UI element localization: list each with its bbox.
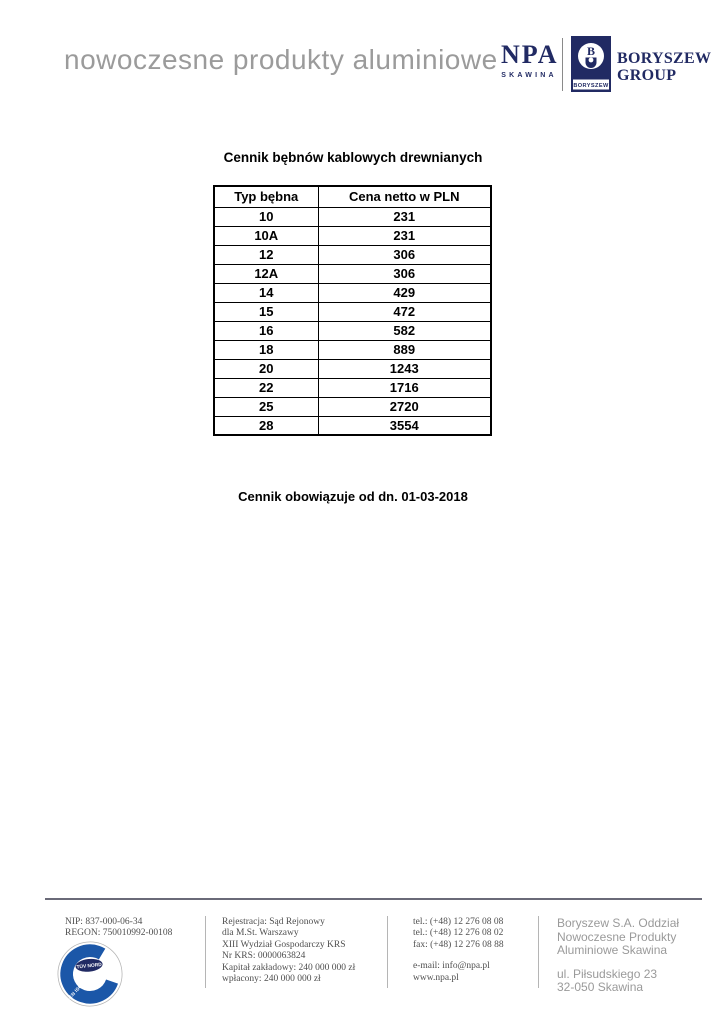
footer-line: Aluminiowe Skawina	[557, 943, 668, 958]
table-row	[214, 264, 491, 283]
table-cell: 306	[318, 245, 491, 264]
table-cell: 2720	[318, 397, 491, 416]
table-cell: 582	[318, 321, 491, 340]
company-tagline: nowoczesne produkty aluminiowe	[64, 44, 498, 75]
table-row	[214, 340, 491, 359]
table-cell: 25	[214, 397, 318, 416]
footer-line: tel.: (+48) 12 276 08 02	[413, 928, 504, 939]
footer-divider-2	[387, 916, 388, 988]
footer-line: REGON: 750010992-00108	[65, 928, 173, 939]
footer-divider-3	[538, 916, 539, 988]
footer-line: Nowoczesne Produkty	[557, 929, 677, 944]
footer-line: e-mail: info@npa.pl	[413, 961, 490, 972]
npa-logo	[501, 40, 557, 79]
footer-line: tel.: (+48) 12 276 08 08	[413, 917, 504, 927]
table-row	[214, 245, 491, 264]
tuv-badge-cert: PN-EN ISO 9001	[62, 974, 93, 1007]
boryszew-label: BORYSZEW	[573, 82, 609, 89]
table-cell: 10A	[214, 226, 318, 245]
table-cell: 12A	[214, 264, 318, 283]
table-row	[214, 416, 491, 435]
table-cell: 16	[214, 321, 318, 340]
table-cell: 22	[214, 378, 318, 397]
table-row	[214, 226, 491, 245]
footer-line: Rejestracja: Sąd Rejonowy	[222, 917, 325, 927]
group-label-line1: BORYSZEW	[617, 50, 712, 67]
footer-line: Boryszew S.A. Oddział	[557, 916, 680, 930]
table-cell: 231	[318, 226, 491, 245]
footer-line: NIP: 837-000-06-34	[65, 917, 143, 927]
group-label-line2: GROUP	[617, 67, 677, 84]
column-header-type: Typ bębna	[214, 186, 318, 207]
footer-line	[413, 951, 533, 961]
footer-line: ul. Piłsudskiego 23	[557, 966, 658, 981]
table-cell: 18	[214, 340, 318, 359]
logo-divider	[562, 38, 563, 91]
npa-logo-name: NPA	[501, 40, 559, 69]
table-row	[214, 359, 491, 378]
footer-line: 32-050 Skawina	[557, 980, 644, 995]
boryszew-letter: B	[586, 44, 596, 58]
npa-logo-subtitle: SKAWINA	[501, 72, 557, 79]
footer-line: www.npa.pl	[413, 972, 459, 983]
footer-col-address	[557, 917, 707, 995]
table-row	[214, 378, 491, 397]
table-cell: 889	[318, 340, 491, 359]
column-header-price: Cena netto w PLN	[318, 186, 491, 207]
footer-line: Kapitał zakładowy: 240 000 000 zł	[222, 962, 356, 973]
tuv-nord-iso-badge-icon	[53, 937, 128, 1012]
footer-line: dla M.St. Warszawy	[222, 928, 299, 939]
footer-line: XIII Wydział Gospodarczy KRS	[222, 939, 346, 950]
footer-separator	[45, 898, 702, 900]
price-table-body	[214, 207, 491, 435]
footer-line: Nr KRS: 0000063824	[222, 951, 306, 962]
footer-divider-1	[205, 916, 206, 988]
table-row	[214, 321, 491, 340]
table-cell: 429	[318, 283, 491, 302]
table-cell: 10	[214, 207, 318, 226]
table-row	[214, 302, 491, 321]
table-cell: 20	[214, 359, 318, 378]
footer-line: wpłacony: 240 000 000 zł	[222, 974, 321, 985]
table-row	[214, 207, 491, 226]
table-header-row	[214, 186, 491, 207]
footer-col-contact	[413, 917, 533, 984]
table-cell: 14	[214, 283, 318, 302]
page-title: Cennik bębnów kablowych drewnianych	[223, 150, 483, 165]
boryszew-group-label	[617, 50, 711, 84]
footer-col-registration	[222, 917, 387, 985]
table-cell: 1243	[318, 359, 491, 378]
table-cell: 472	[318, 302, 491, 321]
table-cell: 3554	[318, 416, 491, 435]
price-table	[213, 185, 492, 436]
footer-line: fax: (+48) 12 276 08 88	[413, 939, 504, 950]
table-cell: 231	[318, 207, 491, 226]
table-row	[214, 397, 491, 416]
table-cell: 28	[214, 416, 318, 435]
validity-note: Cennik obowiązuje od dn. 01-03-2018	[238, 489, 468, 504]
boryszew-logo-icon	[571, 36, 611, 92]
table-cell: 12	[214, 245, 318, 264]
table-cell: 15	[214, 302, 318, 321]
tuv-badge-brand: TÜV NORD	[76, 962, 103, 971]
table-row	[214, 283, 491, 302]
table-cell: 306	[318, 264, 491, 283]
table-cell: 1716	[318, 378, 491, 397]
